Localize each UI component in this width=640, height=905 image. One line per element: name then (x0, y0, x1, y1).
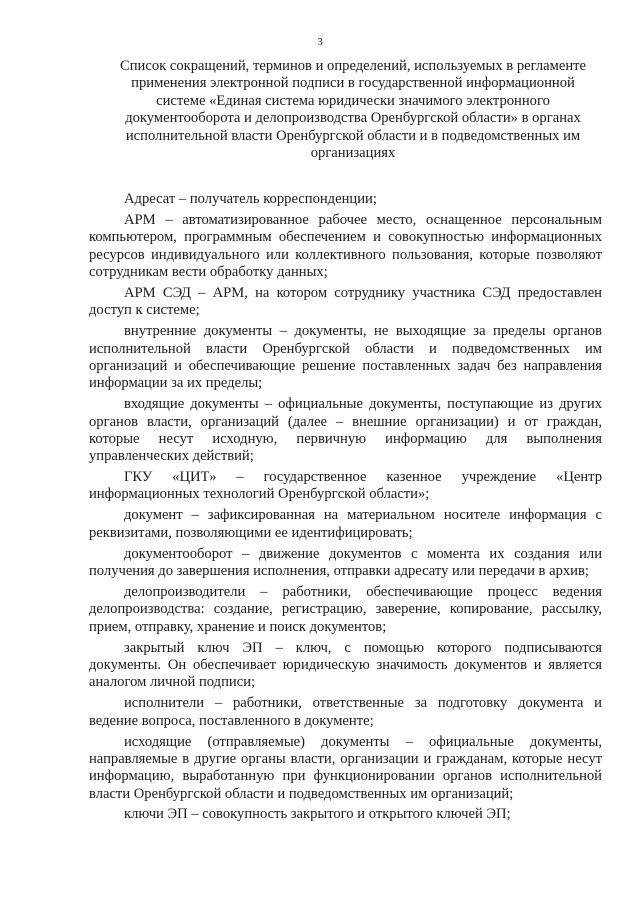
definition-item: Адресат – получатель корреспонденции; (124, 191, 377, 207)
definition-item: внутренние документы – документы, не выходящие за пределы органов исполнительной власти Оренбургской области и подведомственных им организаций и обеспечивающие решение поставленных задач без направления информации за их пределы; (89, 323, 602, 392)
definition-item: делопроизводители – работники, обеспечивающие процесс ведения делопроизводства: создание, регистрацию, заверение, копирование, рассылку, прием, отправку, хранение и поиск документов; (89, 583, 602, 635)
definition-item: исполнители – работники, ответственные за подготовку документа и ведение вопроса, поставленного в документе; (89, 695, 602, 729)
definition-item: ГКУ «ЦИТ» – государственное казенное учреждение «Центр информационных технологий Оренбургской области»; (89, 469, 602, 503)
definitions-list (89, 191, 602, 827)
definition-item: ключи ЭП – совокупность закрытого и открытого ключей ЭП; (124, 806, 511, 823)
definition-item: АРМ СЭД – АРМ, на котором сотруднику участника СЭД предоставлен доступ к системе; (89, 284, 602, 319)
definition-item: документооборот – движение документов с момента их создания или получения до завершения исполнения, отправки адресату или передачи в архив; (89, 545, 602, 580)
definition-item: исходящие (отправляемые) документы – официальные документы, направляемые в другие органы власти, организации и гражданам, которые несут информацию, выработанную при функционировании органов исполнительной власти Оренбургской области и подведомственных им организаций; (89, 733, 602, 802)
document-title: Список сокращений, терминов и определений, используемых в регламенте применения электронной подписи в государственной информационной системе «Единая система юридически значимого электронного документооборота и делопроизводства Оренбургской области» в органах исполнительной власти Оренбургской области и в подведомственных им организациях (120, 58, 586, 162)
page-number: 3 (317, 36, 323, 48)
definition-item: АРМ – автоматизированное рабочее место, оснащенное персональным компьютером, программным обеспечением и совокупностью информационных ресурсов индивидуального или коллективного пользования, которые позволяют сотрудникам вести обработку данных; (89, 211, 602, 280)
definition-item: документ – зафиксированная на материальном носителе информация с реквизитами, позволяющими ее идентифицировать; (89, 507, 602, 541)
definition-item: закрытый ключ ЭП – ключ, с помощью которого подписываются документы. Он обеспечивает юридическую значимость документов и является аналогом личной подписи; (89, 639, 602, 691)
definition-item: входящие документы – официальные документы, поступающие из других органов власти, организаций (далее – внешние организации) и от граждан, которые несут исходную, первичную информацию для выполнения управленческих действий; (89, 396, 602, 465)
